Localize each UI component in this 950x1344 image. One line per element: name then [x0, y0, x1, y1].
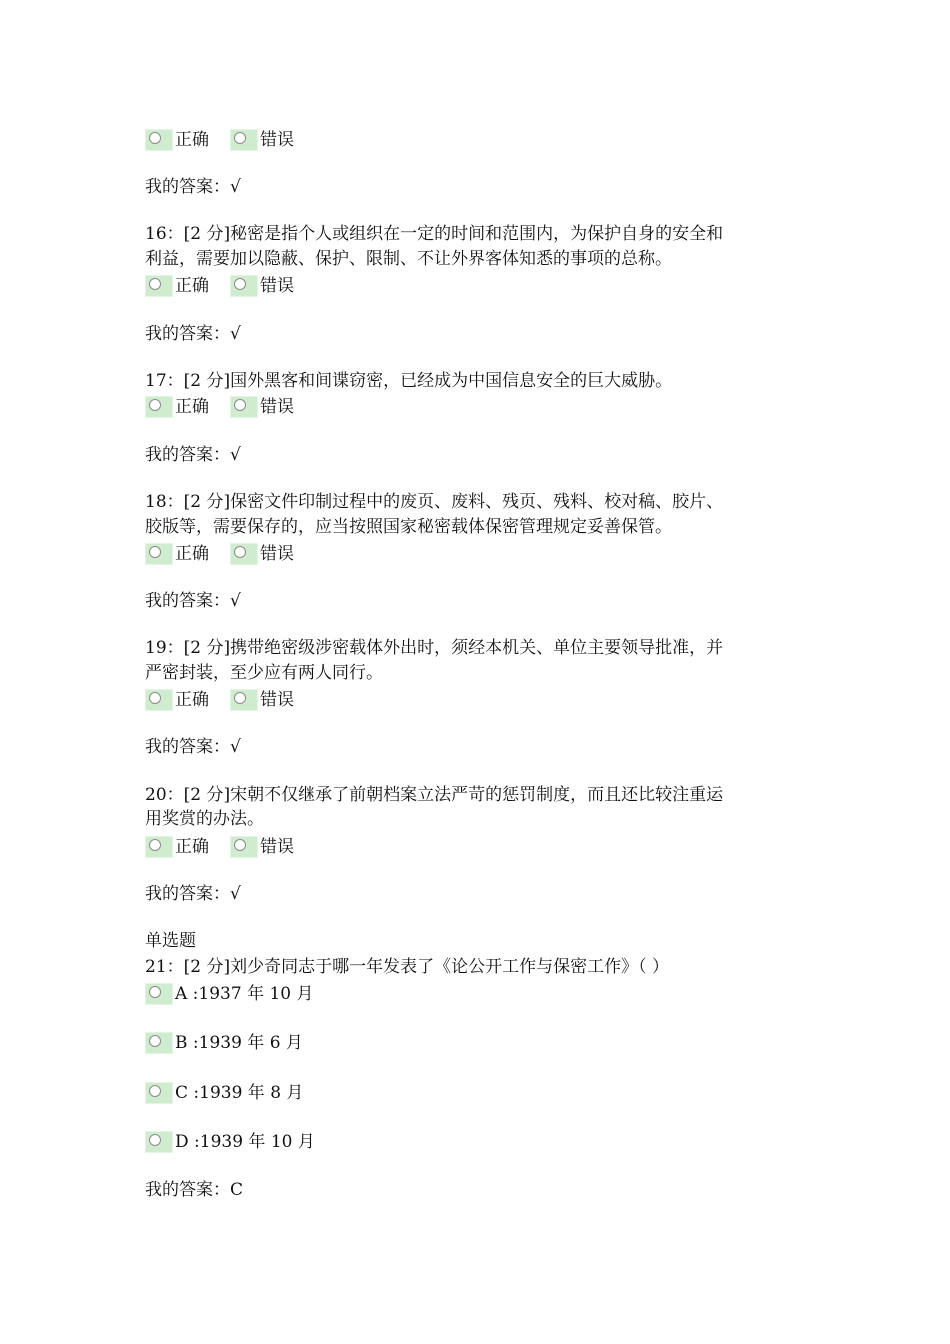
- radio-icon[interactable]: [145, 1032, 173, 1054]
- option-label: 正确: [175, 690, 209, 710]
- option-label: 错误: [260, 544, 294, 564]
- option-label: B :1939 年 6 月: [175, 1033, 303, 1053]
- q17-text-line1: 17：[2 分]国外黑客和间谍窃密，已经成为中国信息安全的巨大威胁。: [145, 371, 673, 391]
- answer-value: √: [230, 737, 241, 757]
- radio-icon[interactable]: [230, 396, 258, 418]
- radio-icon[interactable]: [145, 129, 173, 151]
- radio-icon[interactable]: [230, 836, 258, 858]
- answer-prefix: 我的答案：: [145, 1180, 230, 1200]
- section-title-single-choice: 单选题: [145, 931, 196, 951]
- answer-prefix: 我的答案：: [145, 884, 230, 904]
- answer-value: √: [230, 884, 241, 904]
- q17-answer: [145, 443, 241, 467]
- q17-option-true[interactable]: [145, 395, 209, 419]
- q16-text-line1: 16：[2 分]秘密是指个人或组织在一定的时间和范围内，为保护自身的安全和: [145, 224, 724, 244]
- q20-text-line1: 20：[2 分]宋朝不仅继承了前朝档案立法严苛的惩罚制度，而且还比较注重运: [145, 785, 724, 805]
- option-label: 正确: [175, 837, 209, 857]
- q21-answer: [145, 1178, 243, 1202]
- option-label: D :1939 年 10 月: [175, 1132, 315, 1152]
- q20-answer: [145, 882, 241, 906]
- q15-answer: [145, 175, 241, 199]
- answer-value: C: [230, 1180, 244, 1200]
- radio-icon[interactable]: [230, 275, 258, 297]
- q18-text-line1: 18：[2 分]保密文件印制过程中的废页、废料、残页、残料、校对稿、胶片、: [145, 492, 724, 512]
- q15-option-true[interactable]: [145, 128, 209, 152]
- radio-icon[interactable]: [145, 1082, 173, 1104]
- answer-prefix: 我的答案：: [145, 445, 230, 465]
- q20-option-true[interactable]: [145, 835, 209, 859]
- answer-value: √: [230, 591, 241, 611]
- radio-icon[interactable]: [145, 689, 173, 711]
- q20-option-false[interactable]: [230, 835, 294, 859]
- answer-value: √: [230, 324, 241, 344]
- q16-text-line2: 利益，需要加以隐蔽、保护、限制、不让外界客体知悉的事项的总称。: [145, 249, 672, 269]
- answer-value: √: [230, 177, 241, 197]
- option-label: 正确: [175, 397, 209, 417]
- option-label: 错误: [260, 276, 294, 296]
- radio-icon[interactable]: [145, 983, 173, 1005]
- q15-option-false[interactable]: [230, 128, 294, 152]
- q20-text-line2: 用奖赏的办法。: [145, 809, 264, 829]
- q19-text-line1: 19：[2 分]携带绝密级涉密载体外出时，须经本机关、单位主要领导批准，并: [145, 638, 724, 658]
- option-label: 正确: [175, 544, 209, 564]
- option-label: 错误: [260, 397, 294, 417]
- radio-icon[interactable]: [145, 396, 173, 418]
- q21-text-line1: 21：[2 分]刘少奇同志于哪一年发表了《论公开工作与保密工作》（ ）: [145, 957, 670, 977]
- answer-prefix: 我的答案：: [145, 737, 230, 757]
- radio-icon[interactable]: [145, 1131, 173, 1153]
- radio-icon[interactable]: [230, 543, 258, 565]
- radio-icon[interactable]: [145, 836, 173, 858]
- answer-prefix: 我的答案：: [145, 177, 230, 197]
- answer-value: √: [230, 445, 241, 465]
- q16-option-true[interactable]: [145, 274, 209, 298]
- q18-answer: [145, 589, 241, 613]
- q19-option-false[interactable]: [230, 688, 294, 712]
- option-label: A :1937 年 10 月: [175, 984, 314, 1004]
- q17-option-false[interactable]: [230, 395, 294, 419]
- q18-option-false[interactable]: [230, 542, 294, 566]
- option-label: 错误: [260, 690, 294, 710]
- option-label: 错误: [260, 130, 294, 150]
- answer-prefix: 我的答案：: [145, 591, 230, 611]
- radio-icon[interactable]: [145, 543, 173, 565]
- radio-icon[interactable]: [230, 129, 258, 151]
- option-label: 正确: [175, 276, 209, 296]
- q18-option-true[interactable]: [145, 542, 209, 566]
- option-label: 正确: [175, 130, 209, 150]
- option-label: C :1939 年 8 月: [175, 1083, 304, 1103]
- option-label: 错误: [260, 837, 294, 857]
- radio-icon[interactable]: [230, 689, 258, 711]
- radio-icon[interactable]: [145, 275, 173, 297]
- q16-option-false[interactable]: [230, 274, 294, 298]
- q19-text-line2: 严密封装，至少应有两人同行。: [145, 663, 383, 683]
- q16-answer: [145, 322, 241, 346]
- q19-answer: [145, 735, 241, 759]
- answer-prefix: 我的答案：: [145, 324, 230, 344]
- q18-text-line2: 胶版等，需要保存的，应当按照国家秘密载体保密管理规定妥善保管。: [145, 517, 672, 537]
- q19-option-true[interactable]: [145, 688, 209, 712]
